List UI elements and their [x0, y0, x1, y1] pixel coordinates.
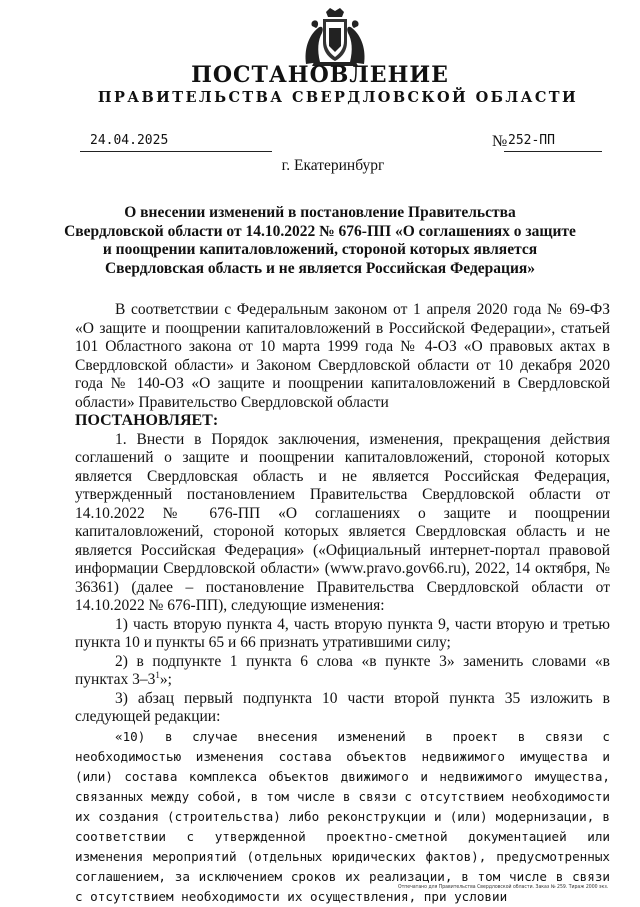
subitem-1-paragraph: 1) часть вторую пункта 4, часть вторую пункта 9, части вторую и третью пункта 10 и пункты 65 и 66 признать утратившими силу; [75, 615, 610, 651]
heading-line: Свердловской области от 14.10.2022 № 676-ПП «О соглашениях о защите [64, 222, 576, 240]
heading-line: Свердловская область и не является Российская Федерация» [104, 259, 536, 277]
document-title: ПОСТАНОВЛЕНИЕ [191, 62, 449, 88]
quoted-text-paragraph: «10) в случае внесения изменений в проект в связи с необходимостью изменения состава объектов недвижимого имущества и (или) состава комплекса объектов движимого и недвижимого имущества, связанных между собой, в том числе в связи с отсутствием необходимости их создания (строительства) либо реконструкции и (или) модернизации, в соответствии с утвержденной проектно-сметной документацией или изменения мероприятий (отдельных юридических фактов), предусмотренных соглашением, за исключением сроков их реализации, в том числе в связи с отсутствием необходимости их осуществления, при условии [75, 728, 610, 904]
document-number: 252-ПП [508, 133, 555, 148]
document-subtitle: ПРАВИТЕЛЬСТВА СВЕРДЛОВСКОЙ ОБЛАСТИ [97, 89, 579, 106]
superscript: 1 [155, 670, 160, 680]
subitem-2-text: 2) в подпункте 1 пункта 6 слова «в пункте 3» заменить словами «в пунктах 3–3 [75, 652, 610, 688]
decree-word: ПОСТАНОВЛЯЕТ: [75, 412, 219, 429]
coat-of-arms-icon [300, 6, 370, 68]
document-heading [0, 204, 640, 278]
preamble-paragraph: В соответствии с Федеральным законом от 1 апреля 2020 года № 69-ФЗ «О защите и поощрении капиталовложений в Российской Федерации», статьей 101 Областного закона от 10 марта 1999 года № 4-ОЗ «О правовых актах в Свердловской области» и Законом Свердловской области от 10 декабря 2020 года № 140-ОЗ «О защите и поощрении капиталовложений в Свердловской области» Правительство Свердловской области [75, 301, 610, 411]
heading-line: и поощрении капиталовложений, стороной которых является [102, 241, 538, 258]
number-sign: № [492, 133, 508, 150]
city-name: г. Екатеринбург [281, 157, 385, 174]
subitem-3-paragraph: 3) абзац первый подпункта 10 части второй пункта 35 изложить в следующей редакции: [75, 689, 610, 725]
number-field [504, 133, 602, 152]
subitem-2-paragraph [75, 653, 610, 690]
heading-line: О внесении изменений в постановление Правительства [124, 204, 516, 221]
document-body [75, 301, 610, 907]
print-note: Отпечатано для Правительства Свердловской области. Заказ № 259. Тираж 2000 экз. [398, 884, 609, 890]
item-1-paragraph: 1. Внести в Порядок заключения, изменения, прекращения действия соглашений о защите и поощрении капиталовложений, стороной которых является Свердловская область и не является Российская Федерация, утвержденный постановлением Правительства Свердловской области от 14.10.2022 № 676-ПП «О соглашениях о защите и поощрении капиталовложений, стороной которых является Свердловская область и не является Российская Федерация» («Официальный интернет-портал правовой информации Свердловской области» (www.pravo.gov66.ru), 2022, 14 октября, № 36361) (далее – постановление Правительства Свердловской области от 14.10.2022 № 676-ПП), следующие изменения: [75, 430, 610, 614]
date-field [80, 133, 272, 152]
document-date: 24.04.2025 [90, 133, 169, 148]
subitem-2-end: »; [159, 671, 172, 688]
